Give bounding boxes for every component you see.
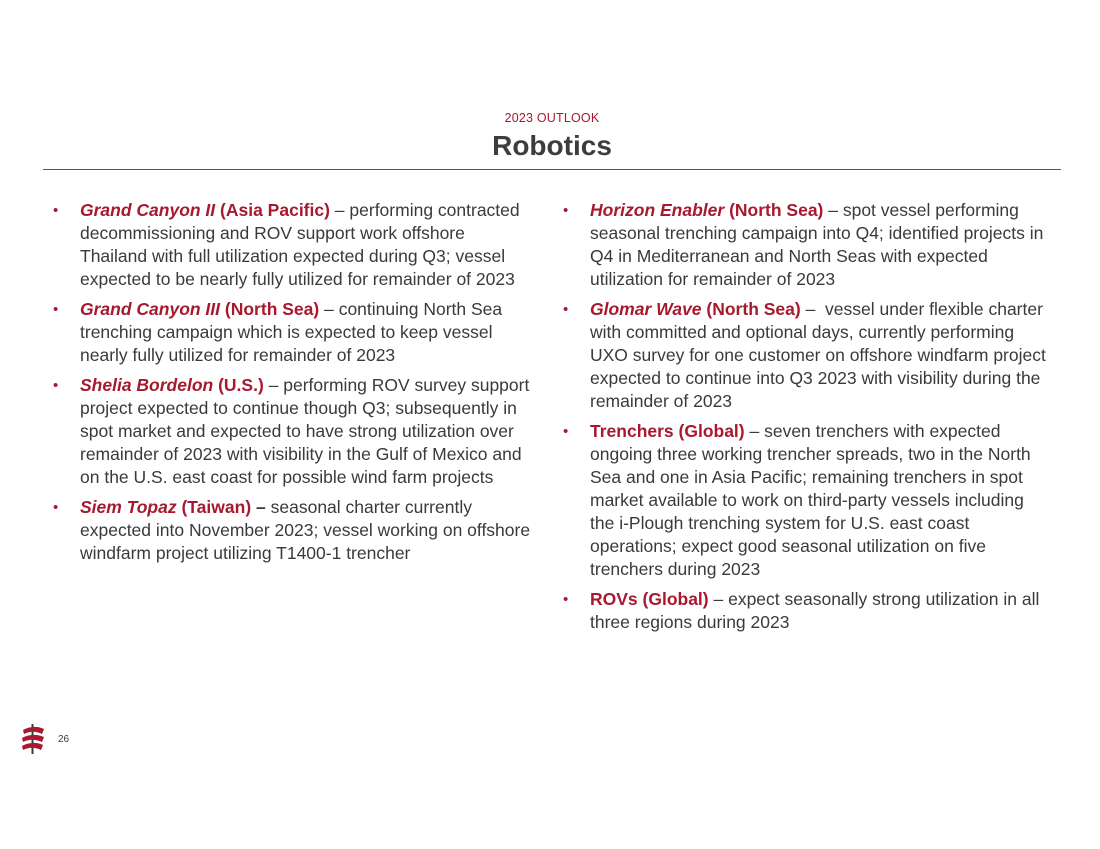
list-item <box>561 420 1046 581</box>
separator-dash: – <box>708 589 729 609</box>
item-description: vessel under flexible charter with committed and optional days, currently performing UXO survey for one customer on offshore windfarm project expected to continue into Q3 2023 with visibility during the remainder of 2023 <box>590 299 1046 411</box>
item-description: continuing North Sea trenching campaign which is expected to keep vessel nearly fully utilized for remainder of 2023 <box>80 299 503 365</box>
item-description: seasonal charter currently expected into November 2023; vessel working on offshore windfarm project utilizing T1400-1 trencher <box>80 497 531 563</box>
list-item <box>51 374 536 489</box>
vessel-name: Horizon Enabler <box>590 200 725 220</box>
separator-dash: – <box>329 200 350 220</box>
vessel-name: Siem Topaz <box>80 497 177 517</box>
bullet-icon: • <box>53 377 59 394</box>
bullet-icon: • <box>53 499 59 516</box>
list-item <box>51 199 536 291</box>
eyebrow-label: 2023 OUTLOOK <box>504 111 600 125</box>
vessel-name: Shelia Bordelon <box>80 375 214 395</box>
vessel-region: (North Sea) <box>224 299 320 319</box>
right-bullet-list <box>561 199 1046 641</box>
bullet-icon: • <box>563 423 569 440</box>
vessel-name: Glomar Wave <box>590 299 702 319</box>
category-label: ROVs (Global) <box>590 589 709 609</box>
bullet-icon: • <box>563 591 569 608</box>
category-label: Trenchers (Global) <box>590 421 745 441</box>
separator-dash: – <box>823 200 843 220</box>
list-item <box>51 496 536 565</box>
separator-dash: – <box>251 497 271 517</box>
separator-dash: – <box>744 421 765 441</box>
vessel-region: (Taiwan) <box>181 497 252 517</box>
vessel-region: (Asia Pacific) <box>220 200 330 220</box>
list-item <box>51 298 536 367</box>
left-bullet-list <box>51 199 536 572</box>
helix-logo-icon <box>20 724 46 754</box>
vessel-name: Grand Canyon III <box>80 299 221 319</box>
list-item <box>561 199 1046 291</box>
item-description: performing contracted decommissioning and ROV support work offshore Thailand with full utilization expected during Q3; vessel expected to be nearly fully utilized for remainder of 2023 <box>80 200 520 289</box>
list-item <box>561 588 1046 634</box>
separator-dash: – <box>263 375 284 395</box>
item-description: performing ROV survey support project expected to continue though Q3; subsequently in spot market and expected to have strong utilization over remainder of 2023 with visibility in the Gulf of Mexico and on the U.S. east coast for possible wind farm projects <box>80 375 530 487</box>
title-divider <box>43 169 1061 170</box>
vessel-region: (North Sea) <box>706 299 801 319</box>
vessel-region: (U.S.) <box>218 375 264 395</box>
item-description: expect seasonally strong utilization in all three regions during 2023 <box>590 589 1040 632</box>
separator-dash: – <box>800 299 826 319</box>
vessel-region: (North Sea) <box>729 200 824 220</box>
separator-dash: – <box>319 299 339 319</box>
bullet-icon: • <box>563 301 569 318</box>
bullet-icon: • <box>563 202 569 219</box>
bullet-icon: • <box>53 301 59 318</box>
list-item <box>561 298 1046 413</box>
page-number: 26 <box>58 734 70 745</box>
bullet-icon: • <box>53 202 59 219</box>
vessel-name: Grand Canyon II <box>80 200 216 220</box>
item-description: seven trenchers with expected ongoing three working trencher spreads, two in the North Sea and one in Asia Pacific; remaining trenchers in spot market available to work on third-party vessels including the i-Plough trenching system for U.S. east coast operations; expect good seasonal utilization on five trenchers during 2023 <box>590 421 1031 579</box>
page-title: Robotics <box>492 130 612 161</box>
item-description: spot vessel performing seasonal trenching campaign into Q4; identified projects in Q4 in Mediterranean and North Seas with expected utilization for remainder of 2023 <box>590 200 1044 289</box>
